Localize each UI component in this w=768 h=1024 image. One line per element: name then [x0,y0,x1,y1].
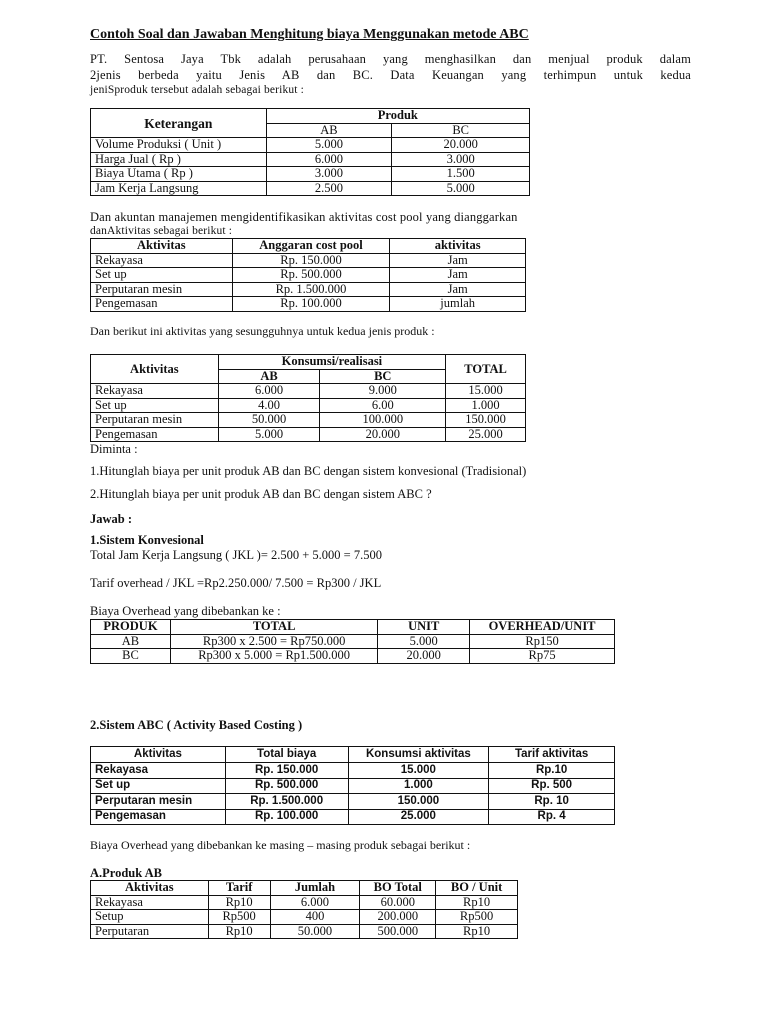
cell-ab: 2.500 [266,181,392,196]
table-row [91,138,530,153]
cell: Rp. 1.500.000 [232,282,390,297]
header-overhead-unit: OVERHEAD/UNIT [470,620,615,635]
table-consumption [90,354,526,442]
header-aktivitas: Aktivitas [91,881,209,896]
diminta-label: Diminta : [90,442,138,456]
table-row [91,282,526,297]
header-bo-unit: BO / Unit [436,881,518,896]
question-2: 2.Hitunglah biaya per unit produk AB dan BC dengan sistem ABC ? [90,487,432,501]
header-total: TOTAL [446,355,526,384]
cell: AB [91,634,171,649]
cell: 400 [270,910,360,925]
cell: Rp. 150.000 [225,763,348,779]
cell-bc: 1.500 [392,167,530,182]
cell: 1.000 [348,778,489,794]
header-total-biaya: Total biaya [225,747,348,763]
cell: Rp. 500.000 [225,778,348,794]
cell: Jam [390,253,526,268]
header-tarif: Tarif [208,881,270,896]
cell: Rp10 [436,895,518,910]
header-ab: AB [266,123,392,138]
cell: Set up [91,268,233,283]
table-row [91,649,615,664]
cell-bc: 20.000 [392,138,530,153]
consumption-intro: Dan berikut ini aktivitas yang sesungguhnya untuk kedua jenis produk : [90,324,435,338]
intro-line-2: 2jenis berbeda yaitu Jenis AB dan BC. Data Keuangan yang terhimpun untuk kedua [90,67,691,82]
cell: Rp500 [436,910,518,925]
cost-pool-line-1: Dan akuntan manajemen mengidentifikasikan aktivitas cost pool yang dianggarkan [90,210,518,224]
cell: Rp500 [208,910,270,925]
cell: Rekayasa [91,895,209,910]
cell-ab: 5.000 [266,138,392,153]
cell: Rp. 1.500.000 [225,794,348,810]
product-ab-heading: A.Produk AB [90,866,163,880]
table-row [91,152,530,167]
cell: Rp.10 [489,763,615,779]
cell: Pengemasan [91,809,226,825]
header-bc: BC [320,369,446,384]
table-row [91,763,615,779]
cell: Rp. 150.000 [232,253,390,268]
cell: 15.000 [348,763,489,779]
cell-bc: 3.000 [392,152,530,167]
row-label: Biaya Utama ( Rp ) [91,167,267,182]
cell-ab: 6.000 [266,152,392,167]
cell: Jam [390,268,526,283]
header-unit: UNIT [378,620,470,635]
table-row [91,778,615,794]
header-bo-total: BO Total [360,881,436,896]
cell: Perputaran [91,924,209,939]
table-row [91,634,615,649]
cell: 150.000 [446,413,526,428]
header-aktivitas-unit: aktivitas [390,239,526,254]
cell: Rp. 4 [489,809,615,825]
header-ab: AB [218,369,320,384]
overhead-allocation-intro: Biaya Overhead yang dibebankan ke masing – masing produk sebagai berikut : [90,838,471,852]
cell: Rp300 x 5.000 = Rp1.500.000 [170,649,377,664]
header-jumlah: Jumlah [270,881,360,896]
table-row [91,253,526,268]
cell: Rekayasa [91,763,226,779]
cell: Pengemasan [91,297,233,312]
table-row [91,794,615,810]
cost-pool-line-2: danAktivitas sebagai berikut : [90,224,233,237]
tarif-overhead: Tarif overhead / JKL =Rp2.250.000/ 7.500 = Rp300 / JKL [90,576,382,590]
cell: 150.000 [348,794,489,810]
section-2-heading: 2.Sistem ABC ( Activity Based Costing ) [90,718,303,732]
header-aktivitas: Aktivitas [91,747,226,763]
cell: Rp. 500 [489,778,615,794]
table-row [91,268,526,283]
cell: Setup [91,910,209,925]
table-row [91,910,518,925]
cell: 6.000 [218,384,320,399]
row-label: Harga Jual ( Rp ) [91,152,267,167]
cell: 200.000 [360,910,436,925]
table-product-data [90,108,530,196]
cell: Rekayasa [91,253,233,268]
table-cost-pool [90,238,526,312]
cell: Perputaran mesin [91,794,226,810]
header-keterangan: Keterangan [91,109,267,138]
header-konsumsi: Konsumsi/realisasi [218,355,445,370]
table-conventional-overhead [90,619,615,664]
table-row [91,427,526,442]
cell: 60.000 [360,895,436,910]
cell: 50.000 [270,924,360,939]
cell: 25.000 [348,809,489,825]
cell: Rp75 [470,649,615,664]
cell: Rp. 500.000 [232,268,390,283]
cell-ab: 3.000 [266,167,392,182]
header-tarif-aktivitas: Tarif aktivitas [489,747,615,763]
cell: Pengemasan [91,427,219,442]
header-aktivitas: Aktivitas [91,239,233,254]
cell: BC [91,649,171,664]
cell: Rp. 100.000 [232,297,390,312]
cell: 1.000 [446,398,526,413]
table-row [91,167,530,182]
cell: Set up [91,398,219,413]
cell: 5.000 [378,634,470,649]
cell: 20.000 [320,427,446,442]
cell: 5.000 [218,427,320,442]
intro-line-3: jeniSproduk tersebut adalah sebagai berikut : [90,84,305,96]
cell: 500.000 [360,924,436,939]
cell: Rp10 [208,924,270,939]
cell: Rp. 10 [489,794,615,810]
intro-line-1: PT. Sentosa Jaya Tbk adalah perusahaan yang menghasilkan dan menjual produk dalam [90,52,691,66]
cell: Rp300 x 2.500 = Rp750.000 [170,634,377,649]
table-product-ab [90,880,518,939]
table-row [91,413,526,428]
cell: 4.00 [218,398,320,413]
table-row [91,924,518,939]
overhead-intro: Biaya Overhead yang dibebankan ke : [90,604,281,618]
page-title: Contoh Soal dan Jawaban Menghitung biaya Menggunakan metode ABC [90,27,529,42]
header-anggaran: Anggaran cost pool [232,239,390,254]
cell: Perputaran mesin [91,413,219,428]
cell: 6.00 [320,398,446,413]
table-row [91,398,526,413]
cell: Rp10 [208,895,270,910]
cell: 25.000 [446,427,526,442]
section-1-heading: 1.Sistem Konvesional [90,533,204,547]
table-row [91,181,530,196]
cell: jumlah [390,297,526,312]
header-produk: Produk [266,109,529,124]
cell: 50.000 [218,413,320,428]
cell: 9.000 [320,384,446,399]
jkl-total: Total Jam Kerja Langsung ( JKL )= 2.500 + 5.000 = 7.500 [90,548,382,562]
header-total: TOTAL [170,620,377,635]
cell: Rp150 [470,634,615,649]
question-1: 1.Hitunglah biaya per unit produk AB dan BC dengan sistem konvesional (Tradisional) [90,464,527,478]
cost-pool-paragraph [90,210,691,239]
cell: Rekayasa [91,384,219,399]
table-row [91,809,615,825]
header-aktivitas: Aktivitas [91,355,219,384]
header-bc: BC [392,123,530,138]
cell: Rp. 100.000 [225,809,348,825]
cell: Jam [390,282,526,297]
cell: 6.000 [270,895,360,910]
table-row [91,895,518,910]
table-row [91,384,526,399]
cell: Set up [91,778,226,794]
cell: 15.000 [446,384,526,399]
header-produk: PRODUK [91,620,171,635]
table-row [91,297,526,312]
cell-bc: 5.000 [392,181,530,196]
header-konsumsi-aktivitas: Konsumsi aktivitas [348,747,489,763]
jawab-label: Jawab : [90,512,133,526]
cell: 100.000 [320,413,446,428]
intro-paragraph [90,52,691,99]
cell: 20.000 [378,649,470,664]
row-label: Jam Kerja Langsung [91,181,267,196]
row-label: Volume Produksi ( Unit ) [91,138,267,153]
cell: Rp10 [436,924,518,939]
table-abc-rates [90,746,615,825]
cell: Perputaran mesin [91,282,233,297]
